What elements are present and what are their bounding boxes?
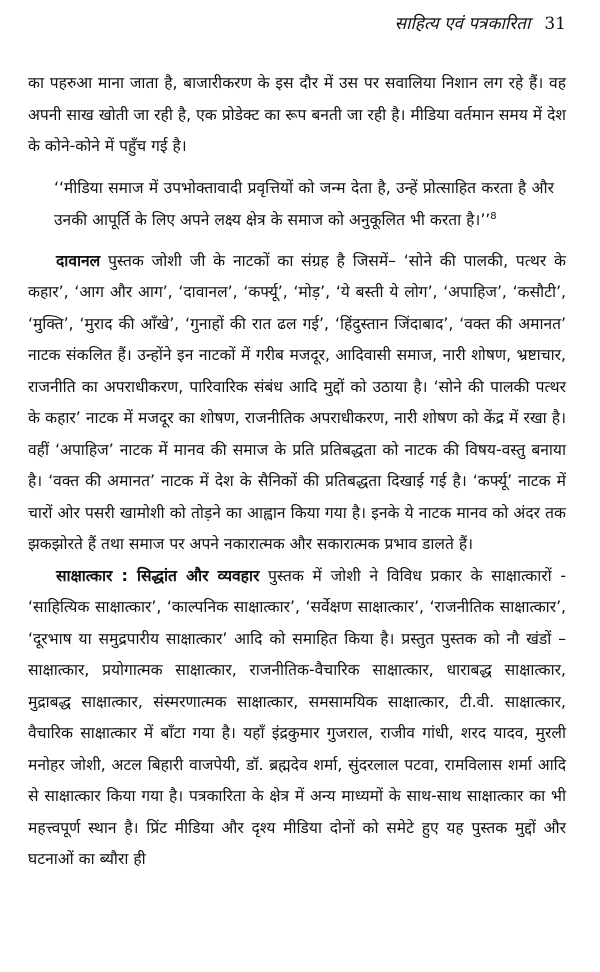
running-header	[395, 12, 566, 36]
paragraph-sakshatkar-text: पुस्तक में जोशी ने विविध प्रकार के साक्षात्कारों - ‘साहित्यिक साक्षात्कार’, ‘काल्पनिक साक्षात्कार’, ‘सर्वेक्षण साक्षात्कार’, ‘राजनीतिक साक्षात्कार’, ‘दूरभाष या समुद्रपारीय साक्षात्कार’ आदि को समाहित किया है। प्रस्तुत पुस्तक को नौ खंडों – साक्षात्कार, प्रयोगात्मक साक्षात्कार, राजनीतिक-वैचारिक साक्षात्कार, धाराबद्ध साक्षात्कार, मुद्राबद्ध साक्षात्कार, संस्मरणात्मक साक्षात्कार, समसामयिक साक्षात्कार, टी.वी. साक्षात्कार, वैचारिक साक्षात्कार में बाँटा गया है। यहाँ इंद्रकुमार गुजराल, राजीव गांधी, शरद यादव, मुरली मनोहर जोशी, अटल बिहारी वाजपेयी, डॉ. ब्रह्मदेव शर्मा, सुंदरलाल पटवा, रामविलास शर्मा आदि से साक्षात्कार किया गया है। पत्रकारिता के क्षेत्र में अन्य माध्यमों के साथ-साथ साक्षात्कार का भी महत्त्वपूर्ण स्थान है। प्रिंट मीडिया और दृश्य मीडिया दोनों को समेटे हुए यह पुस्तक मुद्दों और घटनाओं का ब्यौरा ही	[28, 566, 566, 868]
quote-text: ‘‘मीडिया समाज में उपभोक्तावादी प्रवृत्तियों को जन्म देता है, उन्हें प्रोत्साहित करता है और उनकी आपूर्ति के लिए अपने लक्ष्य क्षेत्र के समाज को अनुकूलित भी करता है।’’	[54, 178, 554, 229]
running-title: साहित्य एवं पत्रकारिता	[394, 14, 531, 34]
book-title-davanal: दावानल	[56, 251, 101, 270]
body-text	[28, 68, 566, 876]
paragraph-sakshatkar	[28, 561, 566, 876]
page-number: 31	[544, 14, 566, 34]
paragraph-1: का पहरुआ माना जाता है, बाजारीकरण के इस दौर में उस पर सवालिया निशान लग रहे हैं। वह अपनी साख खोती जा रही है, एक प्रोडेक्ट का रूप बनती जा रही है। मीडिया वर्तमान समय में देश के कोने-कोने में पहुँच गई है।	[28, 74, 566, 155]
paragraph-davanal	[28, 246, 566, 561]
block-quote	[54, 172, 554, 237]
paragraph-davanal-text: पुस्तक जोशी जी के नाटकों का संग्रह है जिसमें– ‘सोने की पालकी, पत्थर के कहार’, ‘आग और आग’, ‘दावानल’, ‘कर्फ्यू’, ‘मोड़’, ‘ये बस्ती ये लोग’, ‘अपाहिज’, ‘कसौटी’, ‘मुक्ति’, ‘मुराद की आँखे’, ‘गुनाहों की रात ढल गई’, ‘हिंदुस्तान जिंदाबाद’, ‘वक्त की अमानत’ नाटक संकलित हैं। उन्होंने इन नाटकों में गरीब मजदूर, आदिवासी समाज, नारी शोषण, भ्रष्टाचार, राजनीति का अपराधीकरण, पारिवारिक संबंध आदि मुद्दों को उठाया है। ‘सोने की पालकी पत्थर के कहार’ नाटक में मजदूर का शोषण, राजनीतिक अपराधीकरण, नारी शोषण को केंद्र में रखा है। वहीं ‘अपाहिज’ नाटक में मानव की समाज के प्रति प्रतिबद्धता को नाटक की विषय-वस्तु बनाया है। ‘वक्त की अमानत’ नाटक में देश के सैनिकों की प्रतिबद्धता दिखाई गई है। ‘कर्फ्यू’ नाटक में चारों ओर पसरी खामोशी को तोड़ने का आह्वान किया गया है। इनके ये नाटक मानव को अंदर तक झकझोरते हैं तथा समाज पर अपने नकारात्मक और सकारात्मक प्रभाव डालते हैं।	[28, 251, 566, 553]
book-title-sakshatkar: साक्षात्कार : सिद्धांत और व्यवहार	[56, 566, 260, 585]
footnote-ref: 8	[490, 210, 497, 222]
